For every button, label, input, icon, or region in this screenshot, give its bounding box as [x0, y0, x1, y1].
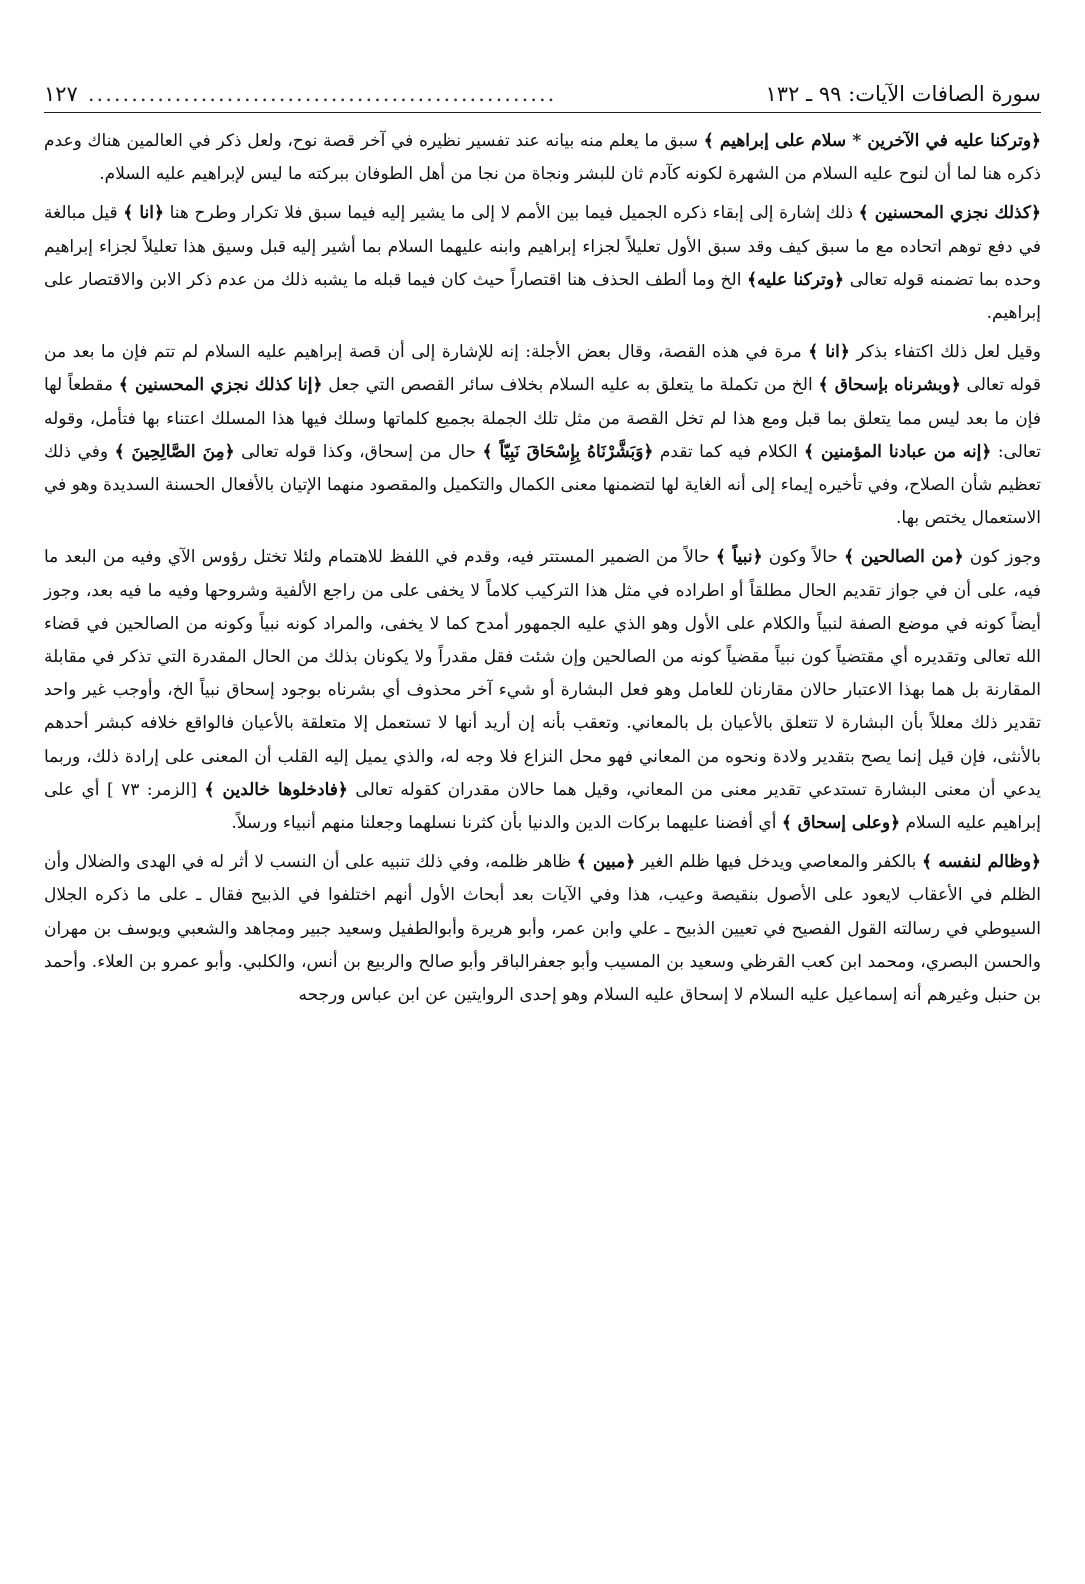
quranic-quote: ﴿فادخلوها خالدين ﴾ [204, 779, 348, 800]
surah-title: سورة الصافات الآيات: ٩٩ ـ ١٣٢ [765, 82, 1041, 106]
quranic-quote: ﴿وَبَشَّرْنَاهُ بِإِسْحَاقَ نَبِيّاً ﴾ [482, 441, 654, 462]
commentary-text: حال من إسحاق، وكذا قوله تعالى [234, 441, 483, 462]
commentary-text: سبق ما يعلم منه بيانه عند تفسير نظيره في آخر قصة نوح، ولعل ذكر في العالمين هناك وعدم ذكره هنا لما أن لنوح عليه السلام من الشهرة لكونه كآدم ثان للبشر ونجاة من نجا من أهل الطوفان ببركته ما ليس لإبراهيم عليه السلام. [44, 131, 1041, 185]
running-header [44, 82, 1041, 113]
page-number: ١٢٧ [44, 82, 78, 106]
commentary-text: وقيل لعل ذلك اكتفاء بذكر [849, 342, 1041, 363]
paragraph [44, 846, 1041, 1012]
commentary-text: حالاً وكون [762, 547, 845, 568]
quranic-quote: ﴿انا ﴾ [123, 203, 164, 224]
quranic-quote: ﴿وبشرناه بإسحاق ﴾ [818, 375, 961, 396]
commentary-text: حالاً من الضمير المستتر فيه، وقدم في اللفظ للاهتمام ولئلا تختل رؤوس الآي وفيه من البعد ما فيه، على أن في جواز تقديم الحال مطلقاً أو اطراده في مثل هذا التركيب كلاماً لا يخفى على من راجع الألفية وشروحها وفيه ما فيه بعد، وجوز أيضاً كونه في موضع الصفة لنبياً والكلام على الأول وهو الذي عليه الجمهور أمدح كما لا يخفى، والمراد كونه نبياً وكونه من الصالحين في قضاء الله تعالى وتقديره أي مقتضياً كون نبياً مقضياً كونه من الصالحين وإن شئت فقل مقدراً ولا يكونان بذلك من الحال المقدرة التي تذكر في مقابلة المقارنة بل هما بهذا الاعتبار حالان مقارنان للعامل وهو فعل البشارة أو شيء آخر محذوف أي بشرناه بوجود إسحاق نبياً الخ، وأوجب غير واحد تقدير ذلك معللاً بأن البشارة لا تتعلق بالأعيان بل بالمعاني. وتعقب بأنه إن أريد أنها لا تستعمل إلا متعلقة بالأعيان فالواقع خلافه كبشر أحدهم بالأنثى، فإن قيل إنما يصح بتقدير ولادة ونحوه من المعاني فهو محل النزاع فلا وجه له، والذي يميل إليه القلب أن المعنى على إرادة ذلك، وربما يدعي أن معنى البشارة تستدعي تقدير معنى من المعاني، وقيل هما حالان مقدران كقوله تعالى [44, 547, 1041, 800]
body-text [44, 125, 1041, 1012]
quranic-quote: ﴿نبياً ﴾ [715, 547, 763, 568]
commentary-text: الخ من تكملة ما يتعلق به عليه السلام بخلاف سائر القصص التي جعل [322, 375, 819, 396]
quranic-quote: ﴿إنه من عبادنا المؤمنين ﴾ [804, 441, 992, 462]
commentary-text: وجوز كون [963, 547, 1041, 568]
header-leader-dots: ...................................................... [87, 82, 557, 106]
commentary-text: مقطعاً لها فإن ما بعد ليس مما يتعلق بما قبل ومع هذا لم تخل القصة من مثل تلك الجملة بجميع كلماتها وسلك فيها هذا المسلك اعتناء بها فتأمل، وقوله تعالى: [44, 375, 1042, 462]
paragraph [44, 541, 1041, 840]
commentary-text: بالكفر والمعاصي ويدخل فيها ظلم الغير [635, 852, 923, 873]
paragraph [44, 197, 1041, 330]
quranic-quote: ﴿وعلى إسحاق ﴾ [781, 813, 901, 834]
commentary-text: أي أفضنا عليهما بركات الدين والدنيا بأن كثرنا نسلهما وجعلنا منهم أنبياء ورسلاً. [231, 813, 782, 834]
commentary-text: ظاهر ظلمه، وفي ذلك تنبيه على أن النسب لا أثر له في الهدى والضلال وأن الظلم في الأعقاب لايعود على الأصول بنقيصة وعيب، هذا وفي الآيات بعد أبحاث الأول أنهم اختلفوا في الذبيح فقال ـ على ما ذكره الجلال السيوطي في رسالته القول الفصيح في تعيين الذبيح ـ علي وابن عمر، وأبو هريرة وأبوالطفيل وسعيد جبير ومجاهد والشعبي ويوسف بن مهران والحسن البصري، ومحمد ابن كعب القرظي وسعيد بن المسيب وأبو جعفرالباقر وأبو صالح والربيع بن أنس، والكلبي. وأبو عمرو بن العلاء. وأحمد بن حنبل وغيرهم أنه إسماعيل عليه السلام لا إسحاق عليه السلام وهو إحدى الروايتين عن ابن عباس ورجحه [44, 852, 1041, 1006]
commentary-text: [الزمر: ٧٣ ] أي على إبراهيم عليه السلام [44, 779, 1041, 834]
commentary-text: وفي ذلك تعظيم شأن الصلاح، وفي تأخيره إيماء إلى أنه الغاية لها لتضمنها معنى الكمال والتكميل والمقصود منهما الإتيان بالأفعال الحسنة السديدة وهو في الاستعمال يختص بها. [44, 441, 1041, 529]
commentary-text: قيل مبالغة في دفع توهم اتحاده مع ما سبق كيف وقد سبق الأول تعليلاً لجزاء إبراهيم وابنه عليهما السلام بما أشير إليه قبل وسيق هذا تعليلاً لجزاء إبراهيم وحده بما تضمنه قوله تعالى [44, 203, 1041, 290]
quranic-quote: ﴿وتركنا عليه﴾ [747, 269, 845, 290]
quranic-quote: ﴿انا ﴾ [808, 342, 850, 363]
quranic-quote: ﴿إنا كذلك نجزي المحسنين ﴾ [118, 375, 323, 396]
quranic-quote: ﴿وتركنا عليه في الآخرين * سلام على إبراهيم ﴾ [703, 131, 1041, 151]
quranic-quote: ﴿مبين ﴾ [576, 852, 636, 873]
commentary-text: مرة في هذه القصة، وقال بعض الأجلة: إنه للإشارة إلى أن قصة إبراهيم عليه السلام لم تتم فإن ما بعد من قوله تعالى [44, 342, 1041, 396]
quranic-quote: ﴿وظالم لنفسه ﴾ [922, 852, 1041, 873]
commentary-text: الخ وما ألطف الحذف هنا اقتصاراً حيث كان فيما قبله ما يشبه ذلك من عدم ذكر الابن والاقتصار على إبراهيم. [44, 269, 1041, 324]
paragraph [44, 125, 1041, 191]
quranic-quote: ﴿مِنَ الصَّالِحِينَ ﴾ [114, 441, 235, 462]
book-page [44, 82, 1041, 1018]
quranic-quote: ﴿كذلك نجزي المحسنين ﴾ [858, 203, 1041, 224]
quranic-quote: ﴿من الصالحين ﴾ [844, 547, 964, 568]
commentary-text: الكلام فيه كما تقدم [653, 441, 805, 462]
commentary-text: ذلك إشارة إلى إبقاء ذكره الجميل فيما بين الأمم لا إلى ما يشير إليه فيما سبق فلا تكرار وطرح هنا [163, 203, 859, 224]
paragraph [44, 336, 1041, 535]
